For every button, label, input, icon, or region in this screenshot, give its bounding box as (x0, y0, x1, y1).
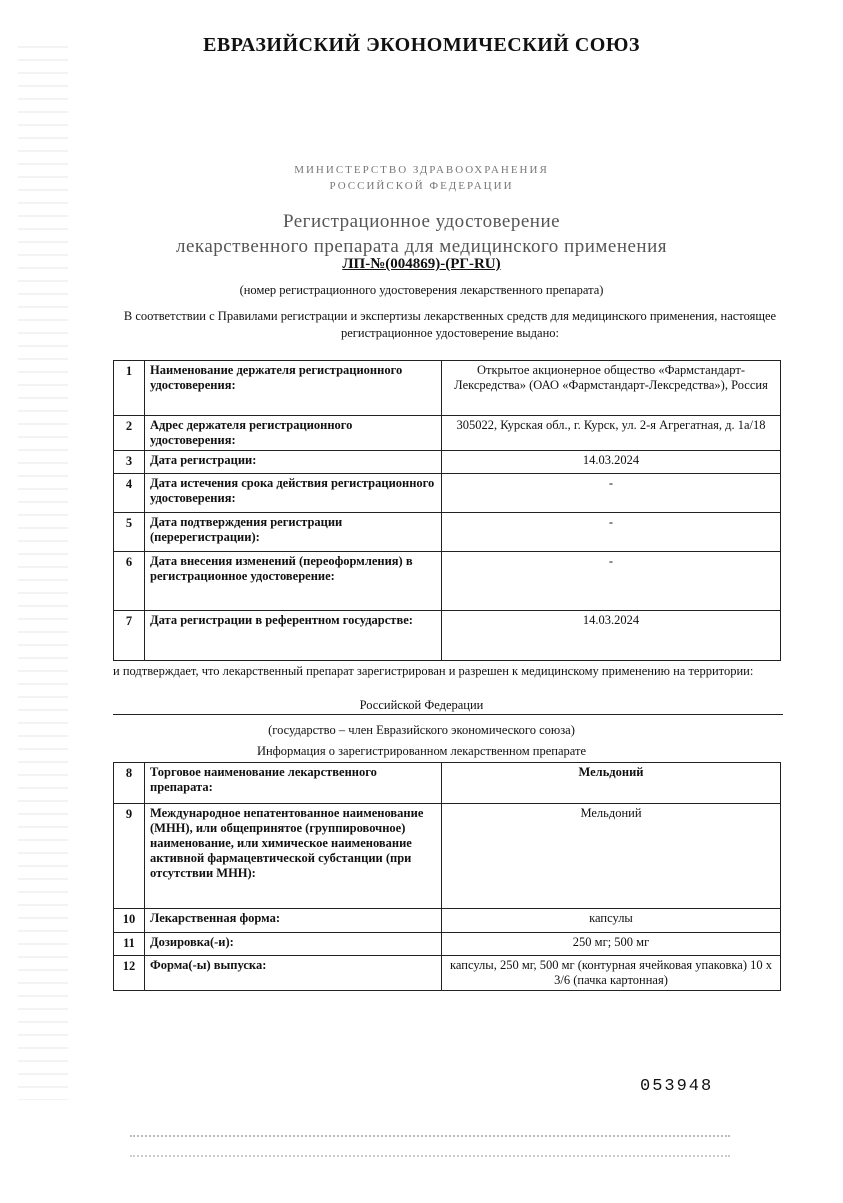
intro-paragraph: В соответствии с Правилами регистрации и экспертизы лекарственных средств для медицинского применения, настоящее регистрационное удостоверение выдано: (123, 309, 777, 340)
row-label: Дата истечения срока действия регистрационного удостоверения: (145, 474, 442, 513)
table-row (114, 763, 781, 804)
row-value: - (442, 513, 781, 552)
row-label: Форма(-ы) выпуска: (145, 956, 442, 991)
registration-number (0, 256, 843, 273)
decorative-ornament-border (130, 1135, 730, 1157)
drug-info-table (113, 762, 781, 991)
row-value: 250 мг; 500 мг (442, 933, 781, 956)
document-title-line-1: Регистрационное удостоверение (282, 211, 561, 232)
table-row (114, 909, 781, 933)
table-row (114, 474, 781, 513)
row-label: Дата регистрации в референтном государстве: (145, 611, 442, 661)
row-label: Международное непатентованное наименование (МНН), или общепринятое (группировочное) наименование, или химическое наименование активной фармацевтической субстанции (при отсутствии МНН): (145, 804, 442, 909)
row-value: капсулы (442, 909, 781, 933)
row-value: Открытое акционерное общество «Фармстандарт-Лексредства» (ОАО «Фармстандарт-Лексредства»), Россия (442, 361, 781, 416)
table-row (114, 513, 781, 552)
table-row (114, 361, 781, 416)
registration-number-note: (номер регистрационного удостоверения лекарственного препарата) (239, 283, 604, 297)
row-value: капсулы, 250 мг, 500 мг (контурная ячейковая упаковка) 10 х 3/6 (пачка картонная) (442, 956, 781, 991)
row-label: Дата подтверждения регистрации (перерегистрации): (145, 513, 442, 552)
row-value: - (442, 552, 781, 611)
row-label: Наименование держателя регистрационного удостоверения: (145, 361, 442, 416)
table-row (114, 611, 781, 661)
info-heading: Информация о зарегистрированном лекарственном препарате (256, 744, 587, 758)
row-label: Дозировка(-и): (145, 933, 442, 956)
document-title-line-2: лекарственного препарата для медицинского применения (175, 236, 667, 257)
ministry-line-2: РОССИЙСКОЙ ФЕДЕРАЦИИ (329, 180, 514, 192)
row-number: 7 (114, 611, 145, 661)
row-label: Дата внесения изменений (переоформления) в регистрационное удостоверение: (145, 552, 442, 611)
row-number: 3 (114, 451, 145, 474)
serial-number: 053948 (640, 1077, 714, 1096)
row-value: Мельдоний (442, 763, 781, 804)
row-number: 9 (114, 804, 145, 909)
row-label: Торговое наименование лекарственного препарата: (145, 763, 442, 804)
row-number: 10 (114, 909, 145, 933)
row-number: 11 (114, 933, 145, 956)
row-label: Лекарственная форма: (145, 909, 442, 933)
row-label: Дата регистрации: (145, 451, 442, 474)
row-number: 5 (114, 513, 145, 552)
table-row (114, 416, 781, 451)
table-row (114, 552, 781, 611)
row-number: 8 (114, 763, 145, 804)
row-value: 14.03.2024 (442, 451, 781, 474)
row-number: 1 (114, 361, 145, 416)
scan-edge-artifact (18, 40, 68, 1100)
territory: Российской Федерации (359, 698, 484, 712)
row-value: 14.03.2024 (442, 611, 781, 661)
row-label: Адрес держателя регистрационного удостоверения: (145, 416, 442, 451)
registration-number-text: ЛП-№(004869)-(РГ-RU) (342, 256, 501, 272)
confirm-text: и подтверждает, что лекарственный препарат зарегистрирован и разрешен к медицинскому применению на территории: (113, 664, 754, 678)
row-number: 4 (114, 474, 145, 513)
table-row (114, 451, 781, 474)
row-value: - (442, 474, 781, 513)
row-number: 2 (114, 416, 145, 451)
row-value: Мельдоний (442, 804, 781, 909)
holder-info-table (113, 360, 781, 661)
territory-note: (государство – член Евразийского экономического союза) (268, 723, 575, 737)
row-number: 12 (114, 956, 145, 991)
table-row (114, 804, 781, 909)
table-row (114, 933, 781, 956)
union-heading: ЕВРАЗИЙСКИЙ ЭКОНОМИЧЕСКИЙ СОЮЗ (203, 34, 640, 56)
row-number: 6 (114, 552, 145, 611)
table-row (114, 956, 781, 991)
ministry-line-1: МИНИСТЕРСТВО ЗДРАВООХРАНЕНИЯ (294, 164, 549, 176)
territory-underline (113, 714, 783, 715)
row-value: 305022, Курская обл., г. Курск, ул. 2-я Агрегатная, д. 1а/18 (442, 416, 781, 451)
